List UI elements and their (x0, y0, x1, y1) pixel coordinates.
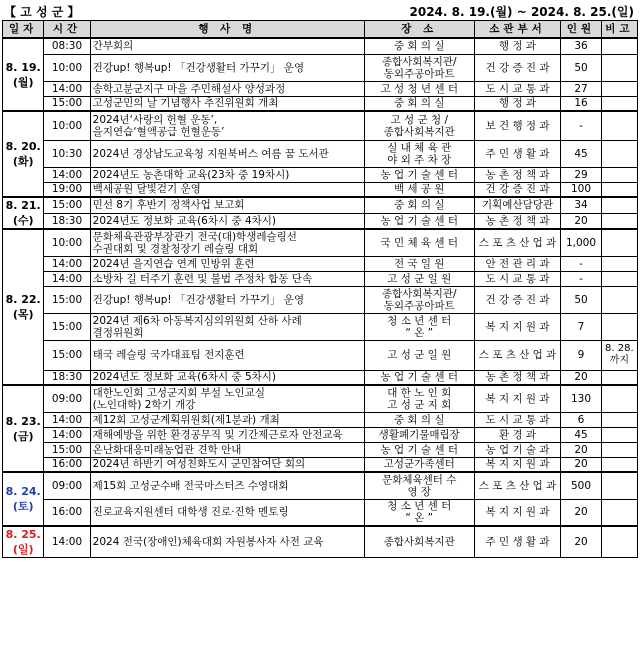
table-row (3, 499, 638, 526)
table-row (3, 213, 638, 229)
time-cell: 09:00 (44, 385, 90, 412)
table-row (3, 340, 638, 370)
note-cell (601, 442, 637, 457)
date-cell: 8. 20. (화) (3, 111, 44, 197)
place-cell: 문화체육센터 수 영 장 (364, 472, 474, 499)
note-cell (601, 229, 637, 256)
event-name-cell: 소방차 길 터주기 훈련 및 불법 주정차 합동 단속 (90, 271, 364, 286)
note-cell (601, 499, 637, 526)
time-cell: 10:30 (44, 140, 90, 167)
event-name-cell: 2024년도 정보화 교육(6차시 중 5차시) (90, 370, 364, 385)
table-row (3, 385, 638, 412)
place-cell: 중 회 의 실 (364, 412, 474, 427)
time-cell: 15:00 (44, 197, 90, 213)
place-cell: 중 회 의 실 (364, 197, 474, 213)
time-cell: 15:00 (44, 313, 90, 340)
table-header-row (3, 21, 638, 39)
col-header-note: 비고 (601, 21, 637, 39)
place-cell: 종합사회복지관/ 동외주공아파트 (364, 54, 474, 81)
col-header-people: 인원 (561, 21, 601, 39)
dept-cell: 보 건 행 정 과 (474, 111, 561, 140)
note-cell (601, 427, 637, 442)
time-cell: 08:30 (44, 38, 90, 54)
event-name-cell: 온난화대응미래농업관 견학 안내 (90, 442, 364, 457)
note-cell (601, 412, 637, 427)
dept-cell: 환 경 과 (474, 427, 561, 442)
dept-cell: 스 포 츠 산 업 과 (474, 229, 561, 256)
place-cell: 종합사회복지관 (364, 526, 474, 558)
event-name-cell: 제12회 고성군계획위원회(제1분과) 개최 (90, 412, 364, 427)
event-name-cell: 문화체육관광부장관기 전국(대)학생레슬링선 수권대회 및 경찰청장기 레슬링 대회 (90, 229, 364, 256)
time-cell: 18:30 (44, 213, 90, 229)
dept-cell: 기획예산담당관 (474, 197, 561, 213)
table-row (3, 271, 638, 286)
place-cell: 고 성 청 년 센 터 (364, 81, 474, 96)
table-row (3, 472, 638, 499)
event-name-cell: 2024년 하반기 여성친화도시 군민참여단 회의 (90, 457, 364, 472)
place-cell: 백 세 공 원 (364, 182, 474, 197)
table-row (3, 370, 638, 385)
time-cell: 15:00 (44, 96, 90, 111)
event-name-cell: 간부회의 (90, 38, 364, 54)
table-row (3, 442, 638, 457)
note-cell (601, 54, 637, 81)
people-cell: 130 (561, 385, 601, 412)
dept-cell: 복 지 지 원 과 (474, 499, 561, 526)
people-cell: 100 (561, 182, 601, 197)
place-cell: 전 국 일 원 (364, 256, 474, 271)
people-cell: 20 (561, 370, 601, 385)
event-name-cell: 2024년도 농촌대학 교육(23차 중 19차시) (90, 167, 364, 182)
note-cell (601, 472, 637, 499)
place-cell: 중 회 의 실 (364, 96, 474, 111)
dept-cell: 행 정 과 (474, 38, 561, 54)
event-name-cell: 대한노인회 고성군지회 부설 노인교실 (노인대학) 2학기 개강 (90, 385, 364, 412)
place-cell: 농 업 기 술 센 터 (364, 370, 474, 385)
note-cell (601, 256, 637, 271)
people-cell: 34 (561, 197, 601, 213)
dept-cell: 주 민 생 활 과 (474, 140, 561, 167)
note-cell (601, 197, 637, 213)
dept-cell: 도 시 교 통 과 (474, 81, 561, 96)
event-name-cell: 2024년도 정보화 교육(6차시 중 4차시) (90, 213, 364, 229)
table-row (3, 96, 638, 111)
note-cell (601, 81, 637, 96)
event-name-cell: 민선 8기 후반기 정책사업 보고회 (90, 197, 364, 213)
table-row (3, 197, 638, 213)
time-cell: 10:00 (44, 111, 90, 140)
note-cell (601, 370, 637, 385)
people-cell: - (561, 256, 601, 271)
note-cell (601, 111, 637, 140)
table-row (3, 427, 638, 442)
table-row (3, 313, 638, 340)
date-cell: 8. 25. (일) (3, 526, 44, 558)
dept-cell: 복 지 지 원 과 (474, 385, 561, 412)
note-cell (601, 167, 637, 182)
people-cell: 7 (561, 313, 601, 340)
note-cell: 8. 28. 까지 (601, 340, 637, 370)
time-cell: 10:00 (44, 54, 90, 81)
time-cell: 16:00 (44, 457, 90, 472)
people-cell: 20 (561, 499, 601, 526)
place-cell: 고 성 군 청 / 종합사회복지관 (364, 111, 474, 140)
time-cell: 14:00 (44, 256, 90, 271)
people-cell: 6 (561, 412, 601, 427)
people-cell: 20 (561, 457, 601, 472)
place-cell: 생활폐기물매립장 (364, 427, 474, 442)
page-title: 【 고 성 군 】 (4, 5, 80, 19)
time-cell: 09:00 (44, 472, 90, 499)
event-name-cell: 백세공원 달빛걷기 운영 (90, 182, 364, 197)
dept-cell: 농 촌 정 책 과 (474, 370, 561, 385)
table-row (3, 286, 638, 313)
event-name-cell: 2024년 제6차 아동복지심의위원회 산하 사례 결정위원회 (90, 313, 364, 340)
col-header-event: 행 사 명 (90, 21, 364, 39)
note-cell (601, 457, 637, 472)
period-range: 2024. 8. 19.(월) ~ 2024. 8. 25.(일) (409, 5, 634, 19)
people-cell: 50 (561, 286, 601, 313)
table-row (3, 140, 638, 167)
page-header (0, 0, 640, 20)
place-cell: 국 민 체 육 센 터 (364, 229, 474, 256)
event-name-cell: 건강up! 행복up! 「건강생활터 가꾸기」 운영 (90, 286, 364, 313)
event-name-cell: 2024 전국(장애인)체육대회 자원봉사자 사전 교육 (90, 526, 364, 558)
place-cell: 고 성 군 일 원 (364, 271, 474, 286)
event-name-cell: 제15회 고성군수배 전국마스터즈 수영대회 (90, 472, 364, 499)
dept-cell: 농 촌 정 책 과 (474, 167, 561, 182)
table-row (3, 526, 638, 558)
event-name-cell: 재해예방을 위한 환경공무직 및 기간제근로자 안전교육 (90, 427, 364, 442)
col-header-time: 시간 (44, 21, 90, 39)
event-name-cell: 2024년 을지연습 연계 민방위 훈련 (90, 256, 364, 271)
time-cell: 15:00 (44, 340, 90, 370)
people-cell: 27 (561, 81, 601, 96)
place-cell: 대 한 노 인 회 고 성 군 지 회 (364, 385, 474, 412)
table-row (3, 457, 638, 472)
dept-cell: 농 업 기 술 과 (474, 442, 561, 457)
time-cell: 14:00 (44, 526, 90, 558)
dept-cell: 주 민 생 활 과 (474, 526, 561, 558)
table-row (3, 229, 638, 256)
time-cell: 14:00 (44, 271, 90, 286)
date-cell: 8. 19. (월) (3, 38, 44, 111)
time-cell: 16:00 (44, 499, 90, 526)
dept-cell: 도 시 교 통 과 (474, 271, 561, 286)
place-cell: 농 업 기 술 센 터 (364, 442, 474, 457)
time-cell: 19:00 (44, 182, 90, 197)
note-cell (601, 286, 637, 313)
dept-cell: 스 포 츠 산 업 과 (474, 340, 561, 370)
table-row (3, 256, 638, 271)
note-cell (601, 313, 637, 340)
place-cell: 실 내 체 육 관 야 외 주 차 장 (364, 140, 474, 167)
dept-cell: 복 지 지 원 과 (474, 457, 561, 472)
dept-cell: 농 촌 정 책 과 (474, 213, 561, 229)
people-cell: 500 (561, 472, 601, 499)
date-cell: 8. 21. (수) (3, 197, 44, 229)
people-cell: 36 (561, 38, 601, 54)
time-cell: 15:00 (44, 286, 90, 313)
event-name-cell: 진로교육지원센터 대학생 진로·진학 멘토링 (90, 499, 364, 526)
time-cell: 14:00 (44, 427, 90, 442)
date-cell: 8. 22. (목) (3, 229, 44, 385)
table-row (3, 167, 638, 182)
dept-cell: 도 시 교 통 과 (474, 412, 561, 427)
note-cell (601, 140, 637, 167)
time-cell: 10:00 (44, 229, 90, 256)
time-cell: 14:00 (44, 167, 90, 182)
people-cell: - (561, 111, 601, 140)
place-cell: 고성군가족센터 (364, 457, 474, 472)
time-cell: 14:00 (44, 412, 90, 427)
people-cell: 20 (561, 526, 601, 558)
place-cell: 농 업 기 술 센 터 (364, 167, 474, 182)
people-cell: 20 (561, 213, 601, 229)
table-row (3, 412, 638, 427)
dept-cell: 건 강 증 진 과 (474, 286, 561, 313)
dept-cell: 복 지 지 원 과 (474, 313, 561, 340)
table-row (3, 182, 638, 197)
people-cell: - (561, 271, 601, 286)
event-name-cell: 고성군민의 날 기념행사 추진위원회 개최 (90, 96, 364, 111)
note-cell (601, 38, 637, 54)
event-name-cell: 2024년‘사랑의 헌혈 운동’, 을지연습‘혈액공급 헌혈운동’ (90, 111, 364, 140)
people-cell: 45 (561, 427, 601, 442)
event-name-cell: 2024년 경상남도교육청 지원북버스 여름 꿈 도서관 (90, 140, 364, 167)
place-cell: 청 소 년 센 터 “ 온 ” (364, 499, 474, 526)
time-cell: 15:00 (44, 442, 90, 457)
time-cell: 14:00 (44, 81, 90, 96)
dept-cell: 건 강 증 진 과 (474, 54, 561, 81)
event-name-cell: 송학고분군지구 마을 주민해설사 양성과정 (90, 81, 364, 96)
people-cell: 1,000 (561, 229, 601, 256)
people-cell: 9 (561, 340, 601, 370)
table-row (3, 111, 638, 140)
people-cell: 16 (561, 96, 601, 111)
note-cell (601, 526, 637, 558)
people-cell: 45 (561, 140, 601, 167)
dept-cell: 안 전 관 리 과 (474, 256, 561, 271)
note-cell (601, 96, 637, 111)
people-cell: 20 (561, 442, 601, 457)
dept-cell: 건 강 증 진 과 (474, 182, 561, 197)
dept-cell: 행 정 과 (474, 96, 561, 111)
col-header-dept: 소관부서 (474, 21, 561, 39)
place-cell: 종합사회복지관/ 동외주공아파트 (364, 286, 474, 313)
place-cell: 청 소 년 센 터 “ 온 ” (364, 313, 474, 340)
schedule-table (2, 20, 638, 558)
col-header-place: 장 소 (364, 21, 474, 39)
note-cell (601, 385, 637, 412)
note-cell (601, 182, 637, 197)
date-cell: 8. 23. (금) (3, 385, 44, 472)
time-cell: 18:30 (44, 370, 90, 385)
place-cell: 농 업 기 술 센 터 (364, 213, 474, 229)
date-cell: 8. 24. (토) (3, 472, 44, 526)
people-cell: 50 (561, 54, 601, 81)
event-name-cell: 태국 레슬링 국가대표팀 전지훈련 (90, 340, 364, 370)
dept-cell: 스 포 츠 산 업 과 (474, 472, 561, 499)
table-row (3, 38, 638, 54)
col-header-date: 일자 (3, 21, 44, 39)
place-cell: 고 성 군 일 원 (364, 340, 474, 370)
note-cell (601, 213, 637, 229)
table-row (3, 81, 638, 96)
event-name-cell: 건강up! 행복up! 「건강생활터 가꾸기」 운영 (90, 54, 364, 81)
place-cell: 중 회 의 실 (364, 38, 474, 54)
note-cell (601, 271, 637, 286)
table-row (3, 54, 638, 81)
people-cell: 29 (561, 167, 601, 182)
